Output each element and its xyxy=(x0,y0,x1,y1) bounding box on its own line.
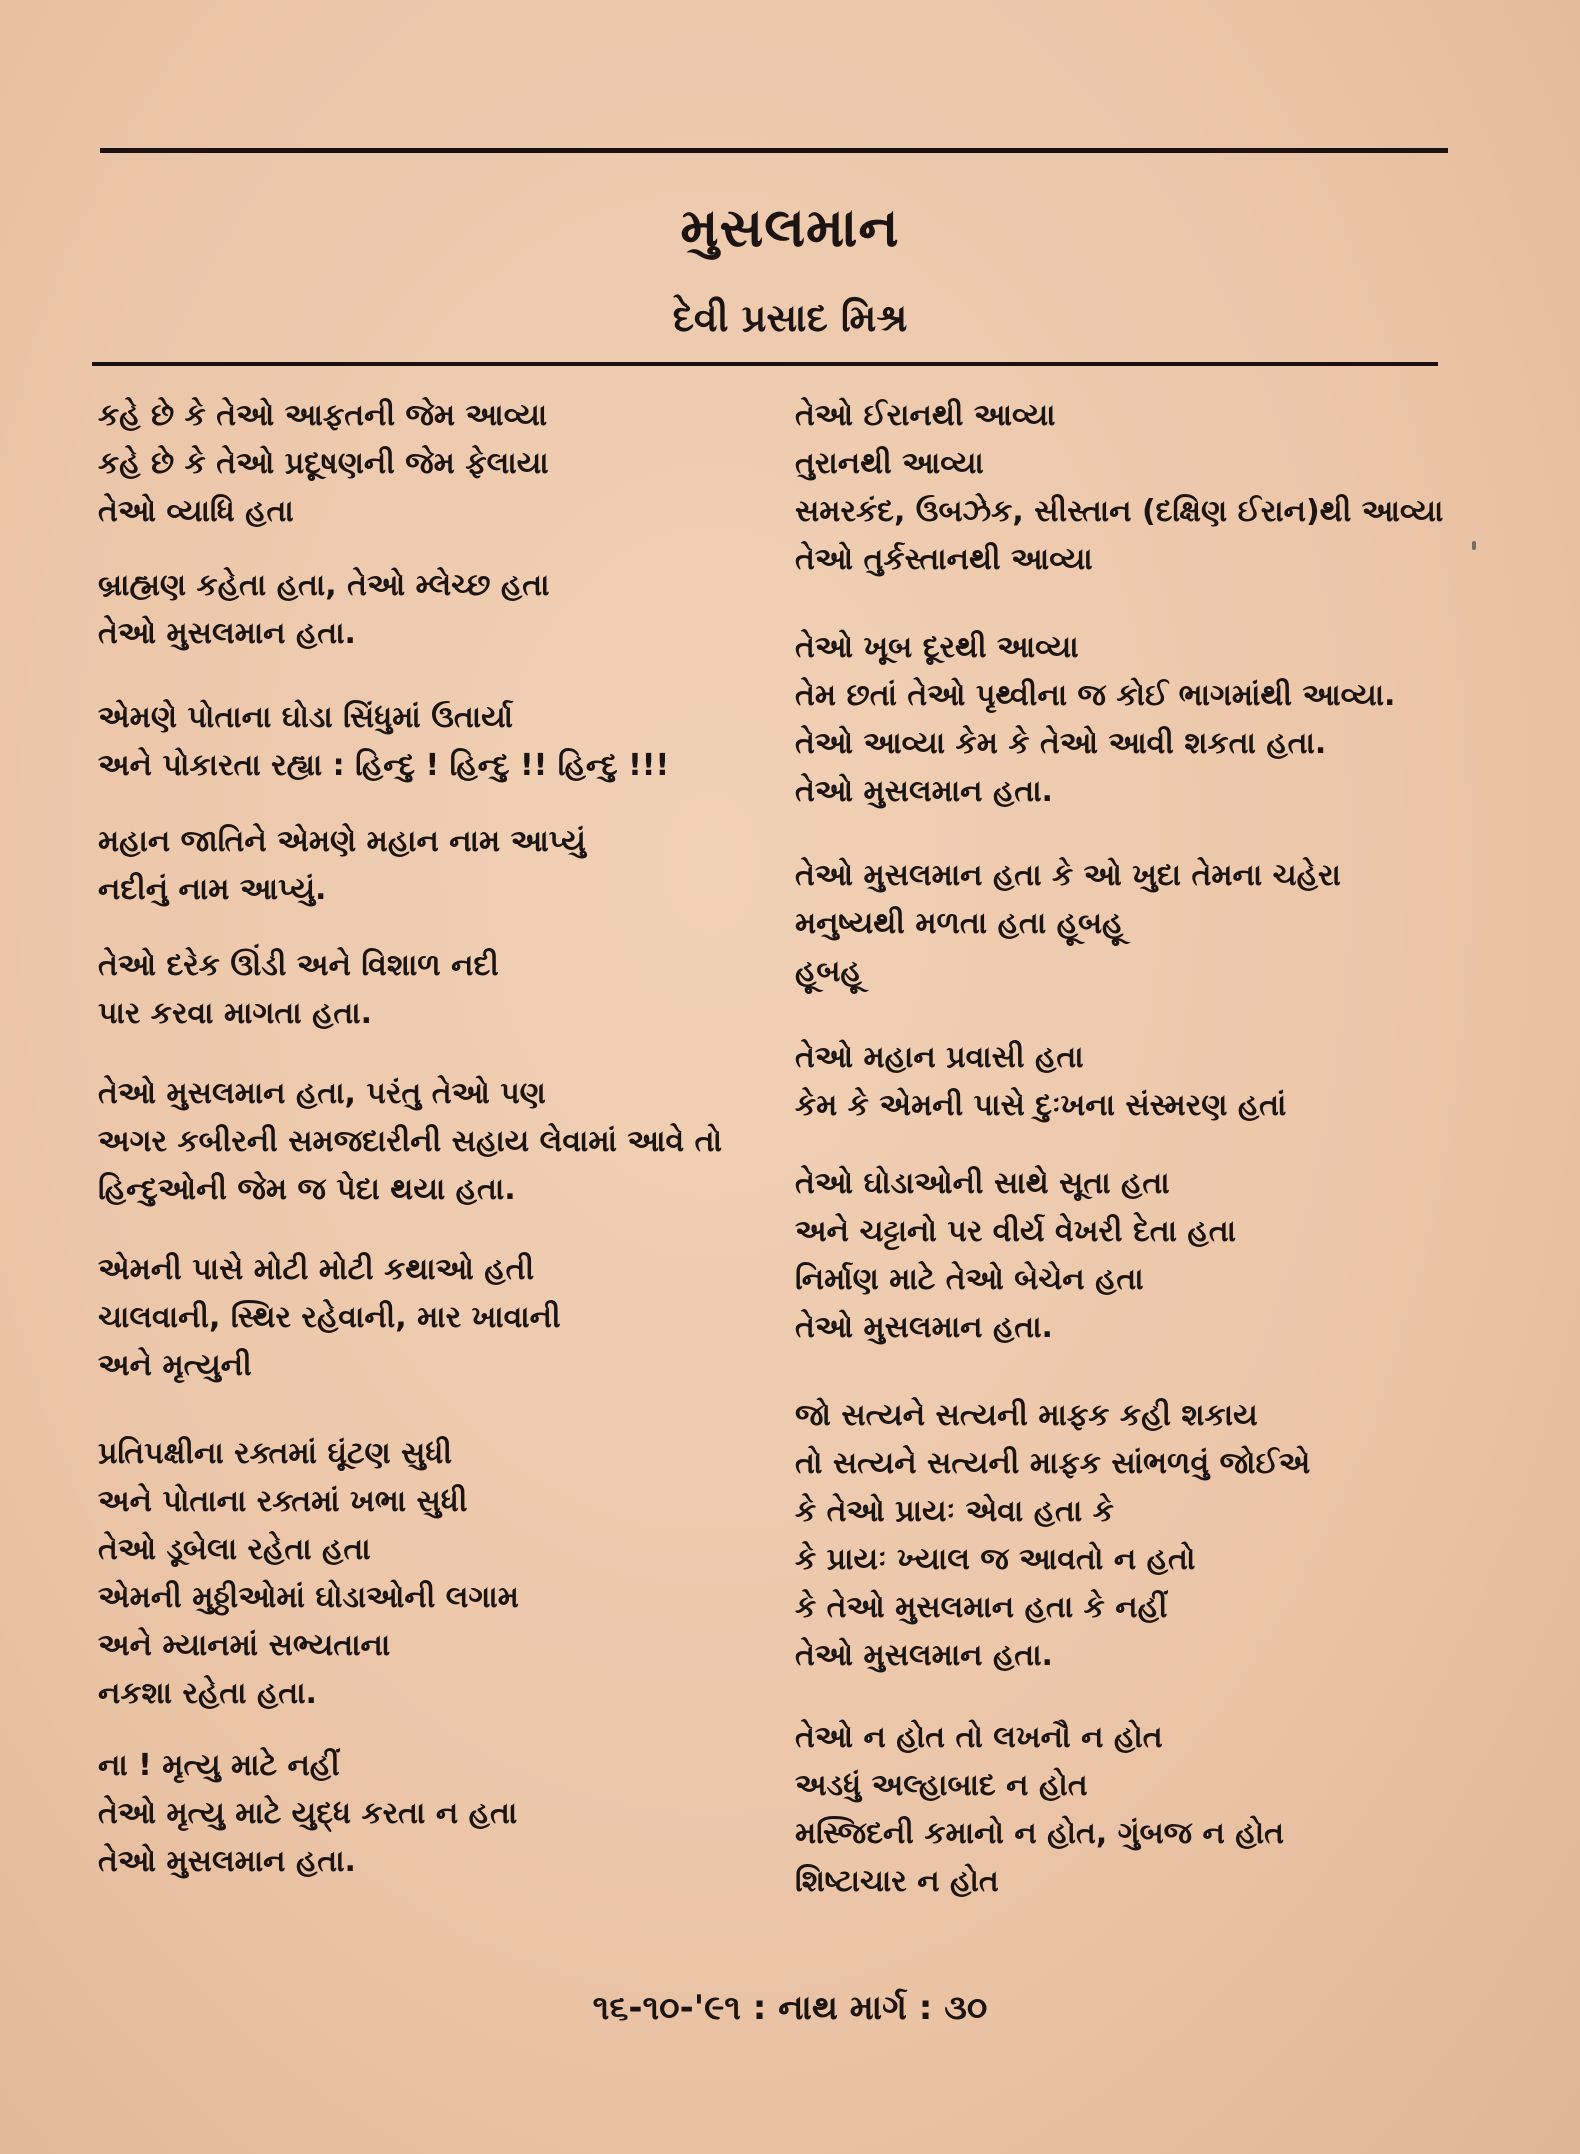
poem-author: દેવી પ્રસાદ મિશ્ર xyxy=(672,296,908,340)
poem-line: તેઓ ડૂબેલા રહેતા હતા xyxy=(98,1532,371,1567)
poem-line: શિષ્ટાચાર ન હોત xyxy=(795,1864,999,1899)
poem-line: કહે છે કે તેઓ પ્રદૂષણની જેમ ફેલાયા xyxy=(98,446,549,481)
poem-right-column xyxy=(795,392,1495,1906)
poem-line: કહે છે કે તેઓ આફતની જેમ આવ્યા xyxy=(98,398,548,433)
poem-line: તેઓ મહાન પ્રવાસી હતા xyxy=(795,1040,1084,1075)
poem-stanza xyxy=(795,852,1495,996)
poem-stanza xyxy=(98,1070,778,1214)
page-speck xyxy=(1472,541,1476,550)
poem-line: અને મ્યાનમાં સભ્યતાના xyxy=(98,1628,391,1663)
poem-line: કે તેઓ મુસલમાન હતા કે નહીં xyxy=(795,1590,1168,1625)
poem-line: એમણે પોતાના ઘોડા સિંધુમાં ઉતાર્યા xyxy=(98,700,514,735)
poem-stanza xyxy=(795,1034,1495,1130)
poem-line: કેમ કે એમની પાસે દુઃખના સંસ્મરણ હતાં xyxy=(795,1088,1287,1123)
poem-stanza xyxy=(795,392,1495,584)
poem-stanza xyxy=(795,1392,1495,1680)
poem-line: તેઓ મુસલમાન હતા. xyxy=(795,1310,1053,1345)
poem-line: તુરાનથી આવ્યા xyxy=(795,446,984,481)
poem-line: અગર કબીરની સમજદારીની સહાય લેવામાં આવે તો xyxy=(98,1124,723,1159)
poem-line: સમરકંદ, ઉબઝેક, સીસ્તાન (દક્ષિણ ઈરાન)થી આવ્યા xyxy=(795,494,1444,529)
poem-line: બ્રાહ્મણ કહેતા હતા, તેઓ મ્લેચ્છ હતા xyxy=(98,568,550,603)
poem-stanza xyxy=(98,694,778,790)
poem-line: કે તેઓ પ્રાયઃ એવા હતા કે xyxy=(795,1494,1114,1529)
poem-line: તેઓ મુસલમાન હતા, પરંતુ તેઓ પણ xyxy=(98,1076,546,1111)
poem-line: તેઓ મુસલમાન હતા. xyxy=(98,1844,356,1879)
poem-stanza xyxy=(98,1246,778,1390)
poem-line: નકશા રહેતા હતા. xyxy=(98,1676,317,1711)
poem-line: તેમ છતાં તેઓ પૃથ્વીના જ કોઈ ભાગમાંથી આવ્યા. xyxy=(795,678,1396,713)
poem-line: અને મૃત્યુની xyxy=(98,1348,252,1383)
poem-stanza xyxy=(795,1160,1495,1352)
poem-left-column xyxy=(98,392,778,1886)
poem-line: તેઓ આવ્યા કેમ કે તેઓ આવી શકતા હતા. xyxy=(795,726,1327,761)
poem-line: અને પોકારતા રહ્યા : હિન્દુ ! હિન્દુ !! હિન્દુ !!! xyxy=(98,748,670,783)
poem-line: એમની પાસે મોટી મોટી કથાઓ હતી xyxy=(98,1252,535,1287)
poem-line: હૂબહૂ xyxy=(795,954,862,989)
poem-line: ચાલવાની, સ્થિર રહેવાની, માર ખાવાની xyxy=(98,1300,561,1335)
poem-line: તેઓ મુસલમાન હતા. xyxy=(795,774,1053,809)
poem-line: એમની મુઠ્ઠીઓમાં ઘોડાઓની લગામ xyxy=(98,1580,519,1615)
poem-line: હિન્દુઓની જેમ જ પેદા થયા હતા. xyxy=(98,1172,516,1207)
poem-stanza xyxy=(98,818,778,914)
poem-line: જો સત્યને સત્યની માફક કહી શકાય xyxy=(795,1398,1258,1433)
poem-stanza xyxy=(98,392,778,536)
poem-line: તેઓ મુસલમાન હતા કે ઓ ખુદા તેમના ચહેરા xyxy=(795,858,1341,893)
poem-line: નદીનું નામ આપ્યું. xyxy=(98,872,327,907)
poem-line: અડધું અલ્હાબાદ ન હોત xyxy=(795,1768,1088,1803)
poem-line: અને ચટ્ટાનો પર વીર્ય વેખરી દેતા હતા xyxy=(795,1214,1236,1249)
page-footer: ૧૬-૧૦-'૯૧ : નાથ માર્ગ : ૩૦ xyxy=(592,1988,988,2028)
poem-line: અને પોતાના રક્તમાં ખભા સુધી xyxy=(98,1484,468,1519)
poem-line: મહાન જાતિને એમણે મહાન નામ આપ્યું xyxy=(98,824,586,859)
poem-line: તેઓ દરેક ઊંડી અને વિશાળ નદી xyxy=(98,948,499,983)
poem-line: ના ! મૃત્યુ માટે નહીં xyxy=(98,1748,340,1783)
poem-line: કે પ્રાયઃ ખ્યાલ જ આવતો ન હતો xyxy=(795,1542,1196,1577)
poem-line: નિર્માણ માટે તેઓ બેચેન હતા xyxy=(795,1262,1144,1297)
poem-line: તેઓ ન હોત તો લખનૌ ન હોત xyxy=(795,1720,1163,1755)
poem-line: તેઓ વ્યાધિ હતા xyxy=(98,494,294,529)
poem-line: તેઓ ઘોડાઓની સાથે સૂતા હતા xyxy=(795,1166,1170,1201)
poem-line: તેઓ ખૂબ દૂરથી આવ્યા xyxy=(795,630,1079,665)
top-rule xyxy=(100,148,1448,153)
poem-stanza xyxy=(98,1430,778,1718)
poem-line: તેઓ ઈરાનથી આવ્યા xyxy=(795,398,1056,433)
poem-line: પાર કરવા માગતા હતા. xyxy=(98,996,373,1031)
poem-line: મનુષ્યથી મળતા હતા હૂબહૂ xyxy=(795,906,1124,941)
poem-line: તેઓ મુસલમાન હતા. xyxy=(98,616,356,651)
poem-line: તેઓ તુર્કસ્તાનથી આવ્યા xyxy=(795,542,1093,577)
poem-stanza xyxy=(795,1714,1495,1906)
poem-title: મુસલમાન xyxy=(680,196,900,259)
poem-stanza xyxy=(98,562,778,658)
poem-line: તો સત્યને સત્યની માફક સાંભળવું જોઈએ xyxy=(795,1446,1311,1481)
poem-line: તેઓ મૃત્યુ માટે યુદ્ધ કરતા ન હતા xyxy=(98,1796,518,1831)
poem-stanza xyxy=(98,942,778,1038)
poem-line: તેઓ મુસલમાન હતા. xyxy=(795,1638,1053,1673)
poem-stanza xyxy=(795,624,1495,816)
poem-line: મસ્જિદની કમાનો ન હોત, ગુંબજ ન હોત xyxy=(795,1816,1285,1851)
poem-line: પ્રતિપક્ષીના રક્તમાં ઘૂંટણ સુધી xyxy=(98,1436,452,1471)
poem-stanza xyxy=(98,1742,778,1886)
header-divider xyxy=(92,362,1438,366)
